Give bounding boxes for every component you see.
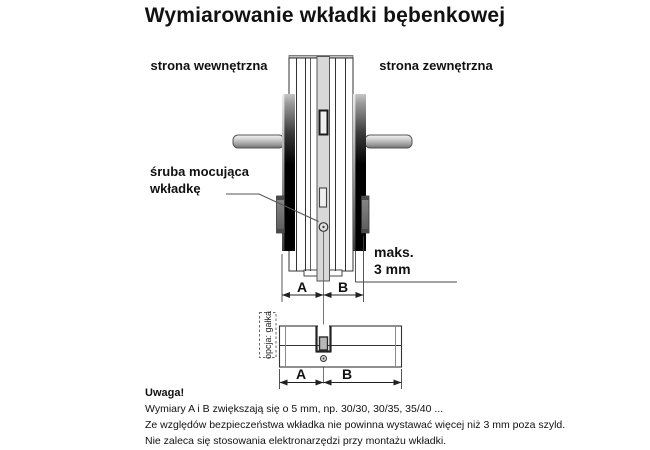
spindle-left — [233, 135, 284, 148]
cam-notch-opening — [318, 325, 329, 329]
label-max-3mm-line1: maks. — [374, 244, 414, 260]
spindle-right — [365, 135, 412, 148]
keyhole — [320, 111, 328, 135]
dim-label-b-bottom: B — [341, 366, 353, 382]
label-fixing-screw-line1: śruba mocująca — [150, 164, 249, 179]
label-max-3mm-line2: 3 mm — [374, 261, 411, 277]
label-fixing-screw-line2: wkładkę — [150, 181, 201, 196]
note-line-1: Wymiary A i B zwiększają się o 5 mm, np. 30/30, 30/35, 35/40 ... — [145, 403, 444, 415]
label-outer-side: strona zewnętrzna — [379, 58, 493, 73]
note-line-3: Nie zaleca się stosowania elektronarzędzi przy montażu wkładki. — [145, 435, 447, 447]
screw-channel — [320, 188, 327, 207]
cylinder-profile — [280, 325, 402, 368]
dim-label-b-main: B — [337, 279, 349, 295]
label-knob-option: opcja: gałka — [263, 310, 273, 360]
fixing-screw — [319, 223, 328, 232]
cylinder-end-right — [362, 196, 370, 233]
cylinder-end-left — [277, 196, 285, 233]
page-title: Wymiarowanie wkładki bębenkowej — [144, 4, 506, 27]
note-line-2: Ze względów bezpieczeństwa wkładka nie powinna wystawać więcej niż 3 mm poza szyld. — [145, 419, 566, 431]
dim-label-a-bottom: A — [295, 366, 307, 382]
label-inner-side: strona wewnętrzna — [150, 58, 268, 73]
dim-label-a-main: A — [296, 279, 308, 295]
notes-heading: Uwaga! — [145, 387, 185, 399]
